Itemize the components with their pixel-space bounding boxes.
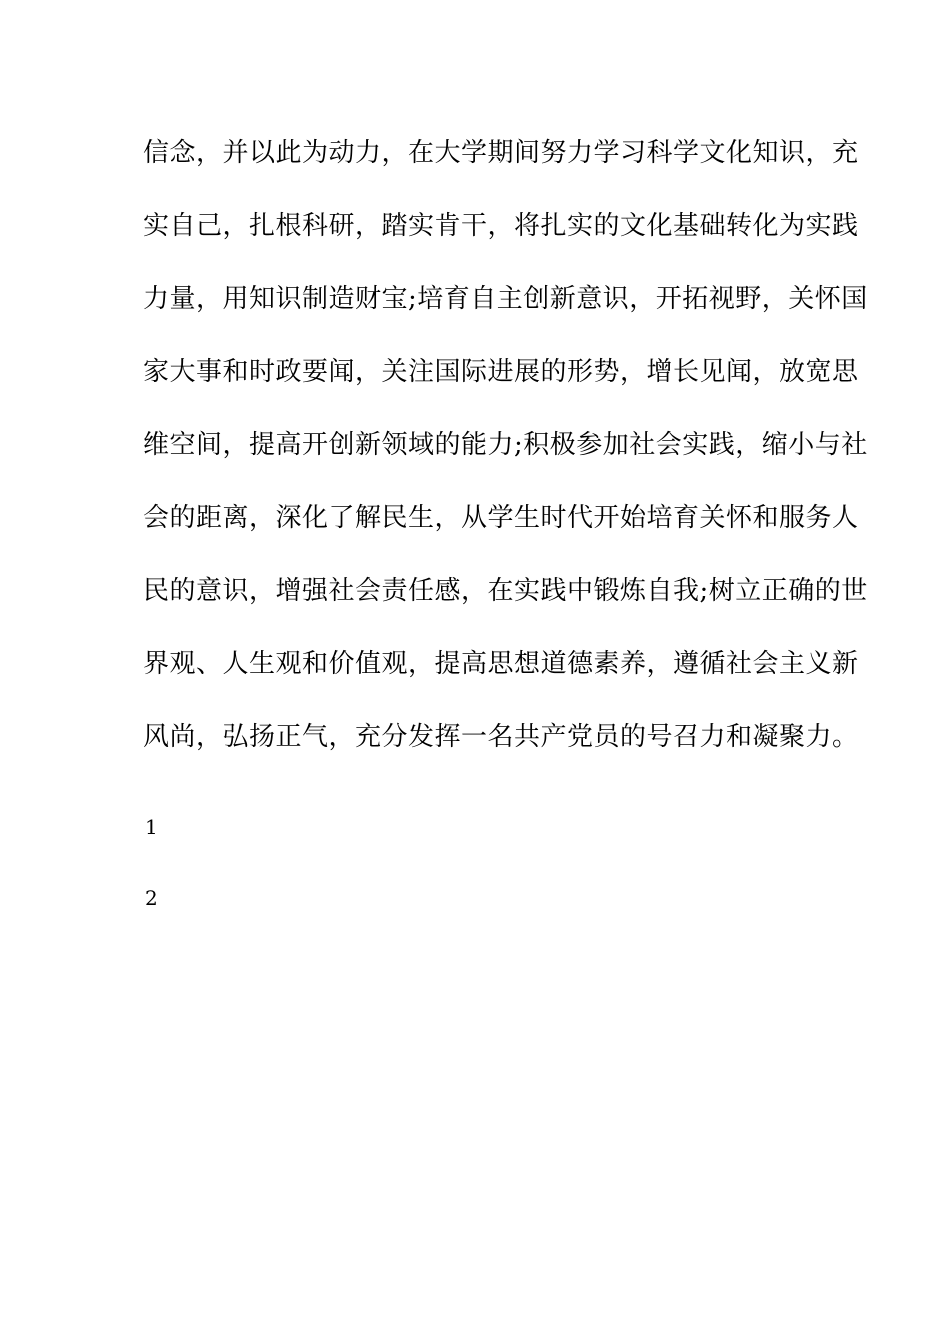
text-line: 民的意识，增强社会责任感，在实践中锻炼自我;树立正确的世 — [143, 576, 868, 606]
text-line: 实自己，扎根科研，踏实肯干，将扎实的文化基础转化为实践 — [143, 211, 859, 241]
list-marker-1: 1 — [145, 815, 158, 839]
text-line: 会的距离，深化了解民生，从学生时代开始培育关怀和服务人 — [143, 503, 859, 533]
text-line: 信念，并以此为动力，在大学期间努力学习科学文化知识，充 — [143, 138, 859, 168]
text-line: 维空间，提高开创新领域的能力;积极参加社会实践，缩小与社 — [143, 430, 868, 460]
body-paragraph — [143, 128, 868, 785]
text-line: 界观、人生观和价值观，提高思想道德素养，遵循社会主义新 — [143, 649, 859, 679]
text-line: 力量，用知识制造财宝;培育自主创新意识，开拓视野，关怀国 — [143, 284, 868, 314]
list-marker-2: 2 — [145, 886, 158, 910]
text-line: 家大事和时政要闻，关注国际进展的形势，增长见闻，放宽思 — [143, 357, 859, 387]
text-line: 风尚，弘扬正气，充分发挥一名共产党员的号召力和凝聚力。 — [143, 722, 859, 752]
